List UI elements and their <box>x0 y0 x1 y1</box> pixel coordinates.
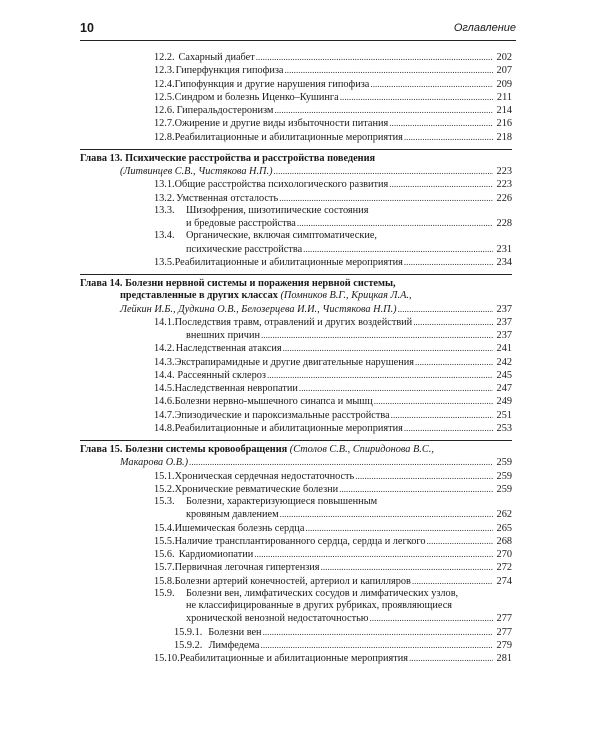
entry-page: 202 <box>496 52 512 63</box>
entry-page: 249 <box>496 396 512 408</box>
entry-number: 13.2. <box>154 192 175 204</box>
entry-number: 15.9.1. <box>174 626 203 638</box>
running-title: Оглавление <box>453 22 516 34</box>
entry-page: 226 <box>496 192 512 204</box>
chapter-14-heading[interactable] <box>80 278 512 290</box>
dot-leader <box>303 243 493 256</box>
dot-leader <box>274 104 493 117</box>
toc-entry-15-3-cont[interactable] <box>80 508 512 521</box>
toc-entry-13-3[interactable] <box>80 205 512 217</box>
entry-number: 14.1. <box>154 316 175 328</box>
entry-page: 211 <box>496 91 512 103</box>
entry-number: 13.1. <box>154 179 175 191</box>
chapter-label: Глава 13. <box>80 152 123 164</box>
toc-entry-14-1-cont[interactable] <box>80 329 512 342</box>
chapter-authors-continuation: Макарова О.В.) <box>120 457 189 469</box>
toc-entry-14-7[interactable] <box>80 409 512 422</box>
dot-leader <box>256 51 493 64</box>
toc-entry-12-8[interactable] <box>80 131 512 144</box>
entry-title: Реабилитационные и абилитационные мероприятия <box>179 653 408 664</box>
entry-page: 247 <box>496 383 512 394</box>
entry-title: Эпизодические и пароксизмальные расстройства <box>174 409 390 421</box>
entry-title: Наличие трансплантированного сердца, сердца и легкого <box>174 535 426 547</box>
dot-leader <box>263 626 493 639</box>
toc-entry-14-6[interactable] <box>80 395 512 408</box>
entry-page: 279 <box>496 639 512 651</box>
entry-page: 231 <box>496 243 512 255</box>
entry-number: 13.3. <box>154 204 175 216</box>
chapter-title-continuation: представленные в других классах <box>120 290 278 302</box>
toc-entry-12-6[interactable] <box>80 104 512 117</box>
entry-title: Первичная легочная гипертензия <box>174 562 320 574</box>
entry-title: Реабилитационные и абилитационные мероприятия <box>174 256 403 268</box>
entry-title-continuation: психические расстройства <box>186 243 303 255</box>
chapter-page: 237 <box>496 303 512 315</box>
entry-number: 14.5. <box>154 383 175 394</box>
entry-title: Ожирение и другие виды избыточности питания <box>174 118 389 130</box>
dot-leader <box>339 483 493 496</box>
toc-entry-12-2[interactable] <box>80 51 512 64</box>
chapter-14-authors-line[interactable] <box>80 303 512 316</box>
entry-page: 265 <box>496 522 512 534</box>
entry-page: 253 <box>496 422 512 434</box>
entry-title-continuation: не классифицированные в других рубриках, проявляющиеся <box>186 600 453 611</box>
dot-leader <box>426 535 493 548</box>
chapter-authors-continuation: Лейкин И.Б., Дудкина О.В., Белозерцева И.И., Чистякова Н.П.) <box>120 303 397 315</box>
entry-page: 272 <box>496 562 512 574</box>
entry-page: 234 <box>496 256 512 268</box>
entry-number: 15.9. <box>154 587 175 599</box>
entry-number: 15.3. <box>154 496 175 507</box>
entry-number: 12.8. <box>154 131 175 143</box>
entry-title: Органические, включая симптоматические, <box>186 230 377 242</box>
entry-page: 214 <box>496 105 512 116</box>
dot-leader <box>189 456 493 469</box>
toc-entry-15-10[interactable] <box>80 652 512 665</box>
toc-entry-12-5[interactable] <box>80 91 512 104</box>
chapter-13 <box>80 149 512 269</box>
chapter-label: Глава 14. <box>80 278 123 289</box>
dot-leader <box>398 303 493 316</box>
chapter-15 <box>80 440 512 665</box>
chapter-label: Глава 15. <box>80 444 123 455</box>
entry-page: 237 <box>496 316 512 328</box>
entry-title: Болезни нервно-мышечного синапса и мышц <box>174 396 373 408</box>
toc-entry-15-5[interactable] <box>80 535 512 548</box>
entry-number: 15.5. <box>154 535 175 547</box>
entry-number: 14.6. <box>154 396 175 408</box>
entry-title: Хроническая сердечная недостаточность <box>174 470 355 482</box>
entry-number: 13.5. <box>154 256 175 268</box>
entry-number: 12.6. <box>154 105 175 116</box>
entry-title: Гиперальдостеронизм <box>176 105 274 116</box>
entry-number: 12.7. <box>154 118 175 130</box>
dot-leader <box>261 639 493 652</box>
entry-number: 15.8. <box>154 575 175 587</box>
dot-leader <box>415 356 493 369</box>
chapter-page: 259 <box>496 457 512 469</box>
toc-entry-15-4[interactable] <box>80 522 512 535</box>
toc-entry-14-1[interactable] <box>80 316 512 329</box>
entry-title: Болезни вен <box>208 626 262 638</box>
dot-leader <box>299 382 493 395</box>
entry-title-continuation: внешних причин <box>186 330 260 341</box>
toc-entry-14-5[interactable] <box>80 382 512 395</box>
dot-leader <box>283 342 493 355</box>
toc-entry-15-3[interactable] <box>80 496 512 508</box>
chapter-page: 223 <box>496 166 512 177</box>
entry-page: 262 <box>496 509 512 521</box>
entry-title-continuation: хронической венозной недостаточностью <box>186 613 369 625</box>
toc-entry-12-3[interactable] <box>80 64 512 77</box>
dot-leader <box>261 329 493 342</box>
toc-entry-15-9[interactable] <box>80 588 512 600</box>
entry-title: Реабилитационные и абилитационные мероприятия <box>174 422 403 434</box>
chapter-15-authors-line[interactable] <box>80 456 512 469</box>
entry-title: Наследственная атаксия <box>175 343 282 355</box>
dot-leader <box>280 508 493 521</box>
dot-leader <box>297 217 493 230</box>
entry-number: 15.10. <box>154 653 180 664</box>
toc-entry-13-1[interactable] <box>80 178 512 191</box>
entry-page: 251 <box>496 409 512 421</box>
chapter-title: Психические расстройства и расстройства поведения <box>125 152 376 164</box>
entry-title: Умственная отсталость <box>176 192 279 204</box>
dot-leader <box>340 91 493 104</box>
toc-entry-12-7[interactable] <box>80 117 512 130</box>
entry-number: 12.2. <box>154 52 175 63</box>
dot-leader <box>404 131 493 144</box>
toc-entry-14-4[interactable] <box>80 369 512 382</box>
entry-page: 259 <box>496 483 512 495</box>
chapter-authors: (Помников В.Г., Крицкая Л.А., <box>280 290 412 302</box>
entry-title: Рассеянный склероз <box>177 369 266 381</box>
entry-title: Ишемическая болезнь сердца <box>174 522 305 534</box>
toc-entry-13-5[interactable] <box>80 256 512 269</box>
entry-number: 15.7. <box>154 562 175 574</box>
entry-page: 245 <box>496 369 512 381</box>
chapter-14 <box>80 274 512 435</box>
entry-number: 12.5. <box>154 91 175 103</box>
entry-title-continuation: кровяным давлением <box>186 509 279 521</box>
entry-page: 242 <box>496 356 512 368</box>
dot-leader <box>305 522 493 535</box>
entry-page: 270 <box>496 549 512 560</box>
entry-page: 223 <box>496 179 512 191</box>
dot-leader <box>284 64 493 77</box>
entry-number: 15.1. <box>154 470 175 482</box>
entry-number: 12.4. <box>154 78 175 90</box>
entry-number: 15.2. <box>154 483 175 495</box>
table-of-contents <box>80 51 512 665</box>
dot-leader <box>267 369 493 382</box>
entry-title: Синдром и болезнь Иценко–Кушинга <box>174 91 339 103</box>
chapter-title: Болезни нервной системы и поражения нервной системы, <box>125 278 396 289</box>
toc-entry-13-4[interactable] <box>80 230 512 242</box>
entry-page: 209 <box>496 78 512 90</box>
entry-page: 228 <box>496 218 512 229</box>
entry-page: 274 <box>496 575 512 587</box>
dot-leader <box>279 192 493 205</box>
entry-title: Лимфедема <box>208 639 260 651</box>
entry-page: 218 <box>496 131 512 143</box>
entry-page: 241 <box>496 343 512 355</box>
dot-leader <box>370 78 493 91</box>
chapter-15-heading[interactable] <box>80 444 512 456</box>
toc-entry-15-9-cont[interactable] <box>80 600 512 612</box>
dot-leader <box>321 561 493 574</box>
dot-leader <box>404 256 493 269</box>
dot-leader <box>369 612 493 625</box>
entry-number: 15.6. <box>154 549 175 560</box>
dot-leader <box>389 178 493 191</box>
toc-entry-14-3[interactable] <box>80 356 512 369</box>
entry-number: 14.8. <box>154 422 175 434</box>
entry-title: Болезни артерий конечностей, артериол и капилляров <box>174 575 411 587</box>
toc-entry-15-7[interactable] <box>80 561 512 574</box>
entry-page: 281 <box>496 653 512 664</box>
toc-entry-12-4[interactable] <box>80 78 512 91</box>
chapter-13-authors-line[interactable] <box>80 165 512 178</box>
entry-title: Общие расстройства психологического развития <box>174 179 389 191</box>
entry-title: Кардиомиопатии <box>178 549 254 560</box>
entry-number: 15.9.2. <box>174 639 203 651</box>
entry-number: 15.4. <box>154 522 175 534</box>
toc-entry-15-9-1[interactable] <box>80 626 512 639</box>
entry-number: 13.4. <box>154 230 175 242</box>
page-number: 10 <box>80 21 94 35</box>
dot-leader <box>412 575 493 588</box>
toc-entry-13-2[interactable] <box>80 192 512 205</box>
chapter-authors: (Столов С.В., Спиридонова В.С., <box>289 444 434 455</box>
toc-entry-15-8[interactable] <box>80 575 512 588</box>
dot-leader <box>409 652 493 665</box>
entry-title: Экстрапирамидные и другие двигательные нарушения <box>174 356 414 368</box>
dot-leader <box>355 470 493 483</box>
page-header <box>80 20 516 41</box>
entry-title: Болезни вен, лимфатических сосудов и лимфатических узлов, <box>186 587 459 599</box>
entry-title: Последствия травм, отравлений и других воздействий <box>174 316 413 328</box>
dot-leader <box>374 395 493 408</box>
entry-page: 207 <box>496 65 512 77</box>
entry-number: 14.3. <box>154 356 175 368</box>
toc-entry-14-8[interactable] <box>80 422 512 435</box>
entry-page: 268 <box>496 535 512 547</box>
entry-number: 12.3. <box>154 65 175 77</box>
dot-leader <box>391 409 493 422</box>
entry-title: Гипофункция и другие нарушения гипофиза <box>174 78 370 90</box>
toc-entry-13-3-cont[interactable] <box>80 217 512 230</box>
toc-entry-15-9-cont2[interactable] <box>80 612 512 625</box>
entry-title: Гиперфункция гипофиза <box>175 65 284 77</box>
entry-number: 14.7. <box>154 409 175 421</box>
toc-entry-15-6[interactable] <box>80 548 512 561</box>
toc-entry-14-2[interactable] <box>80 342 512 355</box>
toc-entry-15-9-2[interactable] <box>80 639 512 652</box>
toc-entry-15-1[interactable] <box>80 470 512 483</box>
toc-entry-13-4-cont[interactable] <box>80 243 512 256</box>
entry-title: Сахарный диабет <box>178 52 255 63</box>
dot-leader <box>413 316 493 329</box>
entry-title: Хронические ревматические болезни <box>174 483 339 495</box>
chapter-14-title-line2[interactable] <box>80 290 512 302</box>
entry-title: Реабилитационные и абилитационные мероприятия <box>174 131 403 143</box>
entry-title: Болезни, характеризующиеся повышенным <box>186 496 378 507</box>
entry-page: 277 <box>496 613 512 625</box>
dot-leader <box>404 422 493 435</box>
entry-number: 14.2. <box>154 343 175 355</box>
chapter-12-sections <box>80 51 512 144</box>
dot-leader <box>274 165 494 178</box>
dot-leader <box>254 548 493 561</box>
entry-page: 259 <box>496 470 512 482</box>
entry-page: 237 <box>496 330 512 341</box>
chapter-13-heading[interactable] <box>80 153 512 165</box>
entry-title: Наследственная невропатии <box>174 383 298 394</box>
chapter-title: Болезни системы кровообращения <box>125 444 288 455</box>
chapter-authors: (Литвинцев С.В., Чистякова Н.П.) <box>120 166 273 177</box>
entry-title: Шизофрения, шизотипические состояния <box>186 204 369 216</box>
entry-title-continuation: и бредовые расстройства <box>186 218 296 229</box>
dot-leader <box>389 117 493 130</box>
toc-entry-15-2[interactable] <box>80 483 512 496</box>
entry-page: 277 <box>496 626 512 638</box>
entry-page: 216 <box>496 118 512 130</box>
entry-number: 14.4. <box>154 369 175 381</box>
